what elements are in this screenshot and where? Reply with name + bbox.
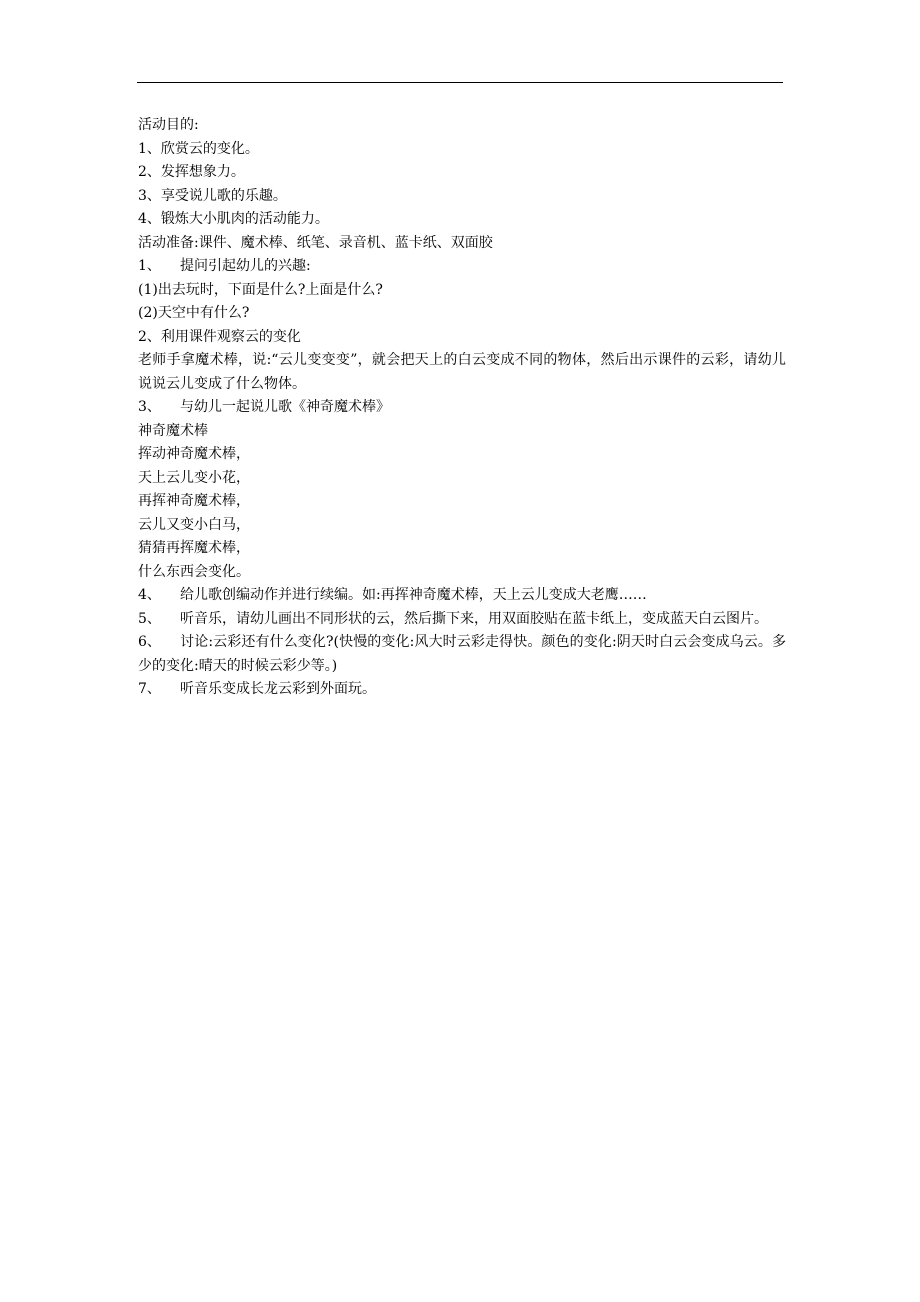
step-text: 提问引起幼儿的兴趣:: [180, 258, 311, 274]
step-text: 听音乐变成长龙云彩到外面玩。: [180, 681, 376, 697]
step-6: [138, 631, 786, 678]
poem-line: 挥动神奇魔术棒，: [138, 446, 250, 462]
preparation-line: 活动准备:课件、魔术棒、纸笔、录音机、蓝卡纸、双面胶: [138, 234, 493, 251]
objectives-heading: 活动目的:: [138, 117, 199, 133]
poem-title: 神奇魔术棒: [138, 422, 208, 439]
step-number: 3、: [138, 399, 161, 415]
poem-line: 再挥神奇魔术棒，: [138, 493, 250, 509]
step-number: 7、: [138, 681, 161, 697]
poem-line: 云儿又变小白马，: [138, 516, 250, 533]
objective-item: 3、享受说儿歌的乐趣。: [138, 187, 287, 204]
document-body: [138, 114, 786, 702]
step-5: [138, 608, 786, 632]
step-1-question: (1)出去玩时，下面是什么?上面是什么?: [138, 281, 383, 298]
header-rule: [137, 82, 783, 83]
poem-line: 什么东西会变化。: [138, 563, 250, 580]
step-7: [138, 678, 786, 702]
step-number: 1、: [138, 258, 161, 274]
step-3: [138, 396, 786, 420]
objective-item: 1、欣赏云的变化。: [138, 140, 259, 157]
step-text: 听音乐，请幼儿画出不同形状的云，然后撕下来，用双面胶贴在蓝卡纸上，变成蓝天白云图片。: [180, 610, 768, 627]
step-1-question: (2)天空中有什么?: [138, 305, 250, 321]
step-1: [138, 255, 786, 279]
step-number: 5、: [138, 610, 161, 627]
poem-line: 天上云儿变小花，: [138, 469, 250, 486]
step-4: [138, 584, 786, 608]
poem-line: 猜猜再挥魔术棒，: [138, 540, 250, 556]
step-text: 给儿歌创编动作并进行续编。如:再挥神奇魔术棒，天上云儿变成大老鹰……: [180, 587, 647, 603]
step-number: 4、: [138, 587, 161, 603]
step-text: 与幼儿一起说儿歌《神奇魔术棒》: [180, 399, 390, 415]
objective-item: 2、发挥想象力。: [138, 164, 245, 180]
step-text: 讨论:云彩还有什么变化?(快慢的变化:风大时云彩走得快。颜色的变化:阴天时白云会变成乌云。多少的变化:晴天的时候云彩少等。): [138, 634, 786, 674]
step-2-detail: 老师手拿魔术棒，说:“云儿变变变”，就会把天上的白云变成不同的物体，然后出示课件的云彩，请幼儿说说云儿变成了什么物体。: [138, 352, 786, 392]
objective-item: 4、锻炼大小肌肉的活动能力。: [138, 211, 329, 227]
step-2: 2、利用课件观察云的变化: [138, 328, 301, 345]
step-number: 6、: [138, 634, 161, 650]
